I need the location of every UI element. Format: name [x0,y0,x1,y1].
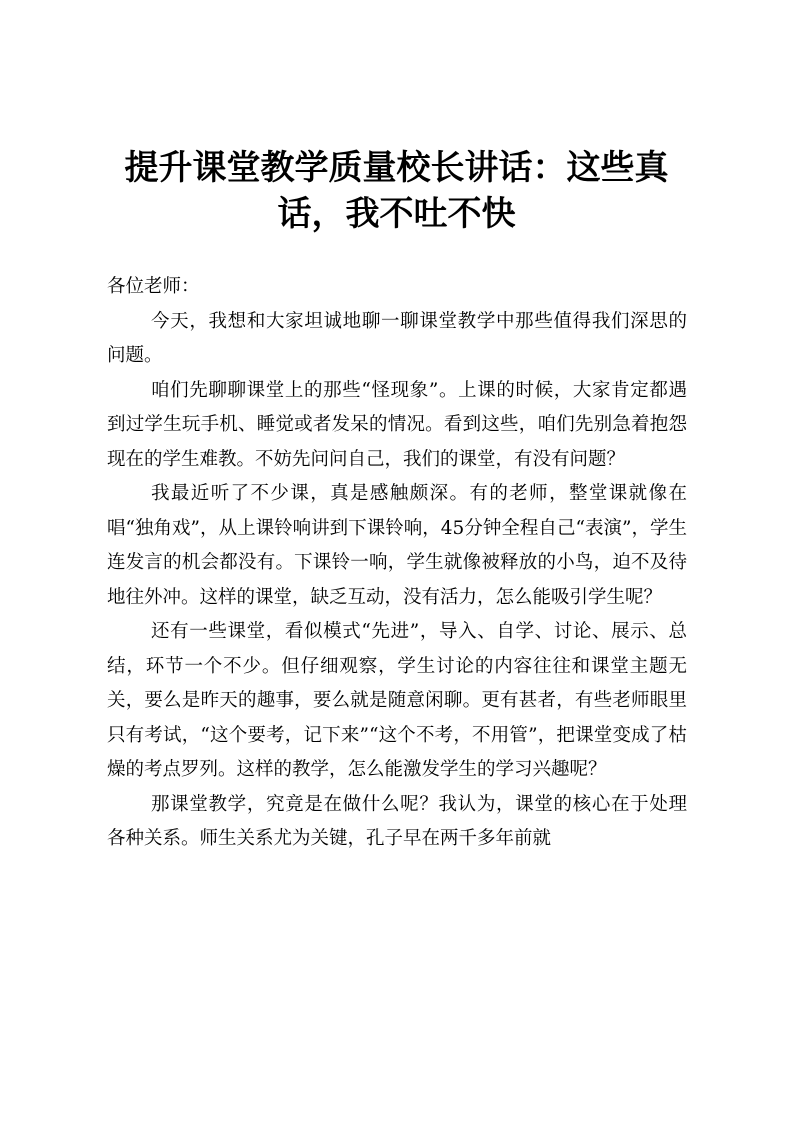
document-title: 提升课堂教学质量校长讲话：这些真话，我不吐不快 [124,148,669,234]
paragraph: 我最近听了不少课，真是感触颇深。有的老师，整堂课就像在唱“独角戏”，从上课铃响讲到下课铃响，45分钟全程自己“表演”，学生连发言的机会都没有。下课铃一响，学生就像被释放的小鸟，迫不及待地往外冲。这样的课堂，缺乏互动，没有活力，怎么能吸引学生呢？ [107,483,687,608]
paragraph: 咱们先聊聊课堂上的那些“怪现象”。上课的时候，大家肯定都遇到过学生玩手机、睡觉或者发呆的情况。看到这些，咱们先别急着抱怨现在的学生难教。不妨先问问自己，我们的课堂，有没有问题？ [107,379,687,470]
salutation: 各位老师： [107,276,200,297]
paragraph: 今天，我想和大家坦诚地聊一聊课堂教学中那些值得我们深思的问题。 [107,310,687,366]
paragraph: 那课堂教学，究竟是在做什么呢？我认为，课堂的核心在于处理各种关系。师生关系尤为关键，孔子早在两千多年前就 [107,793,687,849]
document-body [107,270,687,857]
paragraph: 还有一些课堂，看似模式“先进”，导入、自学、讨论、展示、总结，环节一个不少。但仔细观察，学生讨论的内容往往和课堂主题无关，要么是昨天的趣事，要么就是随意闲聊。更有甚者，有些老师眼里只有考试，“这个要考，记下来”“这个不考，不用管”，把课堂变成了枯燥的考点罗列。这样的教学，怎么能激发学生的学习兴趣呢？ [107,621,687,780]
